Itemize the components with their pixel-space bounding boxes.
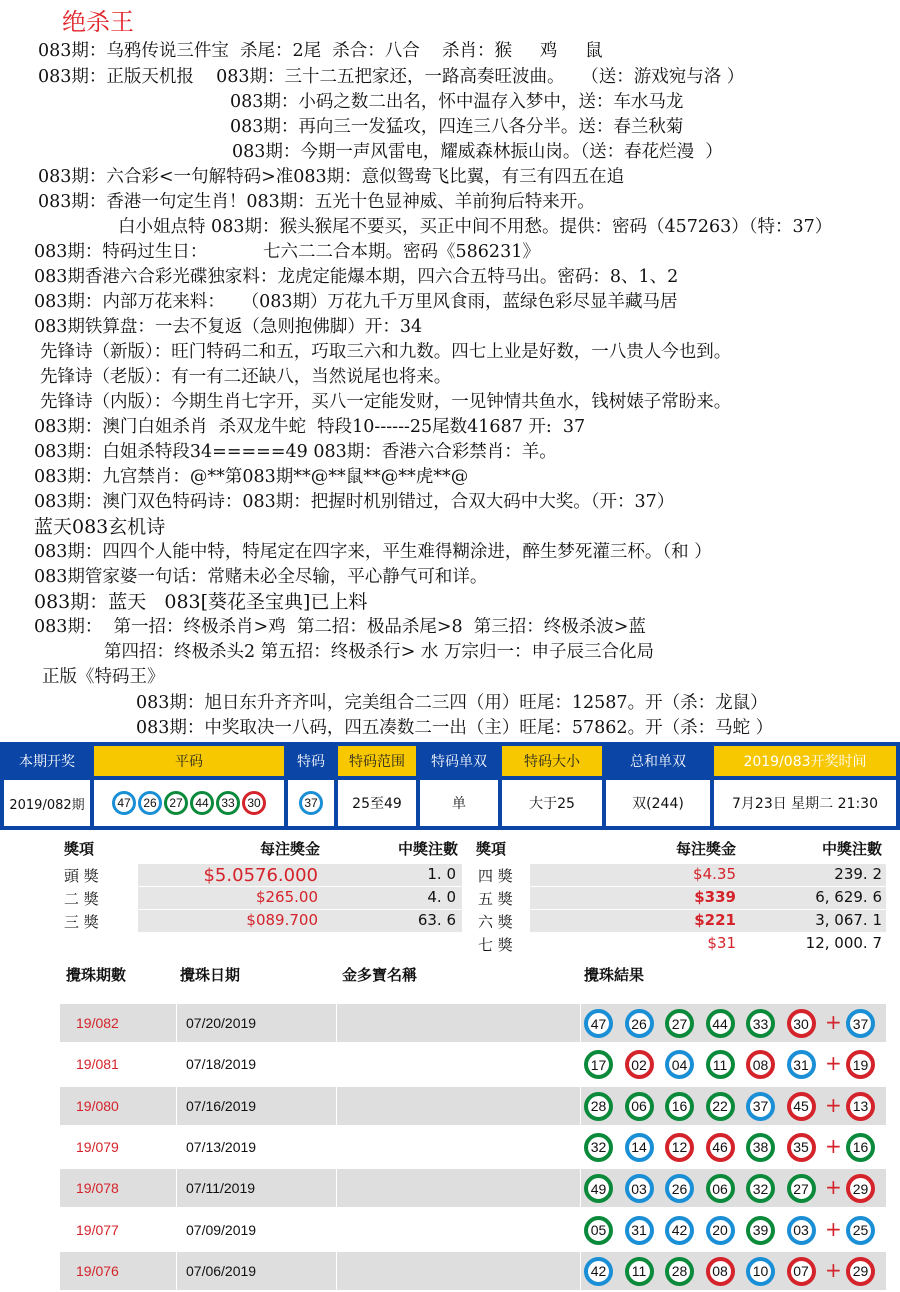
history-row (60, 1045, 886, 1083)
history-row (60, 1087, 886, 1125)
result-ball: 44 (706, 1009, 735, 1038)
text-line: 083期：澳门白姐杀肖 杀双龙牛蛇 特段10------25尾数41687 开: 37 (34, 417, 586, 437)
history-period: 19/078 (76, 1180, 119, 1197)
column-divider (176, 1211, 177, 1249)
result-ball: 31 (787, 1050, 816, 1079)
history-period: 19/079 (76, 1138, 119, 1155)
column-divider (176, 1045, 177, 1083)
column-divider (580, 1128, 581, 1166)
prize-header: 獎項 (476, 840, 507, 858)
text-line: 083期：旭日东升齐齐叫，完美组合二三四（用）旺尾：12587。开（杀：龙鼠） (136, 693, 768, 713)
prize-count: 12, 000. 7 (805, 934, 882, 952)
special-result-ball: 37 (846, 1009, 875, 1038)
prize-amount: $221 (694, 911, 736, 929)
result-ball: 11 (706, 1050, 735, 1079)
result-ball: 08 (746, 1050, 775, 1079)
text-line: 083期： 第一招：终极杀肖>鸡 第二招：极品杀尾>8 第三招：终极杀波>蓝 (34, 617, 646, 637)
text-line: 083期：澳门双色特码诗：083期：把握时机别错过，合双大码中大奖。（开：37） (34, 492, 675, 512)
result-ball: 45 (787, 1092, 816, 1121)
history-period: 19/081 (76, 1056, 119, 1073)
prize-amount: $265.00 (255, 888, 318, 906)
prize-name: 二 獎 (64, 890, 99, 908)
text-line: 083期香港六合彩光碟独家料：龙虎定能爆本期，四六合五特马出。密码：8、1、2 (34, 267, 679, 287)
lottery-ball: 26 (138, 791, 162, 815)
text-line: 正版《特码王》 (42, 667, 165, 687)
special-result-ball: 29 (846, 1174, 875, 1203)
text-line: 蓝天083玄机诗 (34, 516, 166, 538)
plus-sign: + (825, 1092, 842, 1117)
header-special-size: 特码大小 (502, 746, 602, 776)
text-line: 083期：九宫禁肖：@**第083期**@**鼠**@**虎**@ (34, 467, 469, 487)
header-special-number: 特码 (288, 746, 334, 776)
lottery-ball: 27 (164, 791, 188, 815)
result-ball: 47 (584, 1009, 613, 1038)
prize-header: 獎項 (64, 840, 95, 858)
history-date: 07/11/2019 (186, 1180, 256, 1197)
prize-name: 六 獎 (478, 913, 513, 931)
column-divider (176, 1004, 177, 1042)
column-divider (336, 1252, 337, 1290)
column-divider (580, 1252, 581, 1290)
prize-name: 五 獎 (478, 890, 513, 908)
plus-sign: + (825, 1216, 842, 1241)
sum-odd-even: 双(244) (606, 780, 710, 826)
result-ball: 49 (584, 1174, 613, 1203)
column-divider (580, 1211, 581, 1249)
history-date: 07/20/2019 (186, 1015, 257, 1031)
text-line: 白小姐点特 083期：猴头猴尾不要买，买正中间不用愁。提供：密码（457263）（特：37） (118, 217, 833, 237)
result-ball: 37 (746, 1092, 775, 1121)
prize-header: 中獎注數 (821, 840, 882, 858)
lottery-ball: 47 (112, 791, 136, 815)
text-line: 083期：六合彩<一句解特码>准083期：意似鸳鸯飞比翼，有三有四五在追 (38, 167, 625, 187)
special-odd-even: 单 (420, 780, 498, 826)
text-line: 先锋诗（新版）：旺门特码二和五，巧取三六和九数。四七上业是好数，一八贵人今也到。 (40, 342, 732, 362)
text-line: 先锋诗（老版）：有一有二还缺八，当然说尾也将来。 (40, 367, 452, 387)
text-line: 先锋诗（内版）：今期生肖七字开，买八一定能发财，一见钟情共鱼水，钱树婊子常盼来。 (40, 392, 732, 412)
page-title: 绝杀王 (62, 8, 134, 36)
prize-header: 每注獎金 (259, 840, 320, 858)
result-ball: 35 (787, 1133, 816, 1162)
plus-sign: + (825, 1133, 842, 1158)
next-draw-time: 7月23日 星期二 21:30 (714, 780, 896, 826)
header-regular-numbers: 平码 (94, 746, 284, 776)
result-ball: 28 (665, 1257, 694, 1286)
header-special-odd-even: 特码单双 (420, 746, 498, 776)
lottery-ball: 30 (242, 791, 266, 815)
result-ball: 06 (625, 1092, 654, 1121)
special-result-ball: 25 (846, 1216, 875, 1245)
result-ball: 17 (584, 1050, 613, 1079)
prize-amount: $4.35 (693, 865, 736, 883)
history-row (60, 1252, 886, 1290)
text-line: 第四招：终极杀头2 第五招：终极杀行> 水 万宗归一：申子辰三合化局 (104, 642, 654, 662)
text-line: 083期：内部万花来料： （083期）万花九千万里风食雨，蓝绿色彩尽显羊藏马居 (34, 292, 678, 312)
history-row (60, 1004, 886, 1042)
header-next-draw-time: 2019/083开奖时间 (714, 746, 896, 776)
column-divider (580, 1169, 581, 1207)
header-special-range: 特码范围 (338, 746, 416, 776)
prize-amount: $5.0576.000 (203, 865, 318, 886)
column-divider (580, 1045, 581, 1083)
plus-sign: + (825, 1051, 842, 1076)
column-divider (176, 1128, 177, 1166)
result-ball: 20 (706, 1216, 735, 1245)
result-ball: 08 (706, 1257, 735, 1286)
result-ball: 03 (625, 1174, 654, 1203)
result-ball: 07 (787, 1257, 816, 1286)
text-line: 083期：香港一句定生肖！083期：五光十色显神威、羊前狗后特来开。 (38, 192, 595, 212)
special-result-ball: 16 (846, 1133, 875, 1162)
prize-amount: $089.700 (246, 911, 318, 929)
text-line: 083期：小码之数二出名，怀中温存入梦中，送：车水马龙 (230, 92, 684, 112)
column-divider (336, 1128, 337, 1166)
column-divider (176, 1169, 177, 1207)
special-result-ball: 29 (846, 1257, 875, 1286)
result-ball: 10 (746, 1257, 775, 1286)
result-ball: 32 (746, 1174, 775, 1203)
text-line: 083期：再向三一发猛攻，四连三八各分半。送：春兰秋菊 (230, 117, 684, 137)
result-ball: 46 (706, 1133, 735, 1162)
result-ball: 27 (787, 1174, 816, 1203)
lottery-ball: 44 (190, 791, 214, 815)
result-ball: 14 (625, 1133, 654, 1162)
text-line: 083期：中奖取决一八码，四五凑数二一出（主）旺尾：57862。开（杀：马蛇 ） (136, 718, 774, 738)
history-header-date: 攪珠日期 (180, 966, 241, 984)
special-result-ball: 19 (846, 1050, 875, 1079)
prize-name: 七 獎 (478, 936, 513, 954)
column-divider (336, 1004, 337, 1042)
history-period: 19/080 (76, 1097, 119, 1114)
draw-period: 2019/082期 (4, 780, 90, 826)
prize-header: 中獎注數 (397, 840, 458, 858)
plus-sign: + (825, 1010, 842, 1034)
history-row (60, 1169, 886, 1207)
plus-sign: + (825, 1257, 842, 1282)
result-ball: 32 (584, 1133, 613, 1162)
text-line: 083期：特码过生日： 七六二二合本期。密码《586231》 (34, 242, 540, 262)
column-divider (336, 1045, 337, 1083)
prize-count: 6, 629. 6 (815, 888, 882, 906)
result-ball: 30 (787, 1009, 816, 1038)
regular-numbers (94, 780, 284, 826)
text-line: 083期铁算盘：一去不复返（急则抱佛脚）开：34 (34, 317, 423, 337)
draw-result-table (0, 742, 900, 830)
column-divider (336, 1169, 337, 1207)
result-ball: 06 (706, 1174, 735, 1203)
history-date: 07/09/2019 (186, 1221, 257, 1238)
special-size: 大于25 (502, 780, 602, 826)
header-current-draw: 本期开奖 (4, 746, 90, 776)
prize-count: 239. 2 (834, 865, 882, 883)
prize-amount: $339 (694, 888, 736, 906)
history-date: 07/16/2019 (186, 1097, 257, 1114)
result-ball: 27 (665, 1009, 694, 1038)
result-ball: 11 (625, 1257, 654, 1286)
prize-count: 4. 0 (427, 888, 456, 906)
history-row (60, 1211, 886, 1249)
result-ball: 42 (584, 1257, 613, 1286)
prize-name: 頭 獎 (64, 867, 99, 885)
result-ball: 22 (706, 1092, 735, 1121)
prize-amount: $31 (707, 934, 736, 952)
text-line: 083期：乌鸦传说三件宝 杀尾：2尾 杀合：八合 杀肖：猴 鸡 鼠 (38, 41, 603, 61)
special-number (288, 780, 334, 826)
result-ball: 42 (665, 1216, 694, 1245)
history-period: 19/076 (76, 1262, 119, 1279)
prize-count: 3, 067. 1 (815, 911, 882, 929)
special-result-ball: 13 (846, 1092, 875, 1121)
history-row (60, 1128, 886, 1166)
column-divider (176, 1252, 177, 1290)
history-header-period: 攪珠期數 (66, 966, 127, 984)
result-ball: 04 (665, 1050, 694, 1079)
history-header-result: 攪珠結果 (584, 966, 645, 984)
history-date: 07/06/2019 (186, 1262, 257, 1279)
lottery-ball: 37 (299, 791, 323, 815)
result-ball: 02 (625, 1050, 654, 1079)
result-ball: 31 (625, 1216, 654, 1245)
header-sum-odd-even: 总和单双 (606, 746, 710, 776)
result-ball: 28 (584, 1092, 613, 1121)
prize-name: 三 獎 (64, 913, 99, 931)
special-range: 25至49 (338, 780, 416, 826)
result-ball: 38 (746, 1133, 775, 1162)
text-line: 083期：正版天机报 083期：三十二五把家还，一路高奏旺波曲。 （送：游戏宛与洛 ） (38, 67, 745, 87)
text-line: 083期：四四个人能中特，特尾定在四字来，平生难得糊涂进，醉生梦死灌三杯。（和 ） (34, 542, 712, 562)
result-ball: 16 (665, 1092, 694, 1121)
history-period: 19/082 (76, 1015, 119, 1031)
history-date: 07/18/2019 (186, 1056, 257, 1073)
result-ball: 39 (746, 1216, 775, 1245)
column-divider (580, 1004, 581, 1042)
history-header-name: 金多寶名稱 (342, 966, 418, 984)
result-ball: 12 (665, 1133, 694, 1162)
text-line: 083期管家婆一句话：常赌未必全尽输，平心静气可和详。 (34, 567, 488, 587)
text-line: 083期：今期一声风雷电，耀威森林振山岗。（送：春花烂漫 ） (232, 142, 723, 162)
lottery-ball: 33 (216, 791, 240, 815)
text-line: 083期：蓝天 083[葵花圣宝典]已上料 (34, 591, 368, 613)
column-divider (336, 1211, 337, 1249)
prize-count: 1. 0 (427, 865, 456, 883)
result-ball: 26 (665, 1174, 694, 1203)
plus-sign: + (825, 1175, 842, 1200)
text-line: 083期：白姐杀特段34=====49 083期：香港六合彩禁肖：羊。 (34, 442, 557, 462)
prize-header: 每注獎金 (675, 840, 736, 858)
history-date: 07/13/2019 (186, 1138, 257, 1155)
result-ball: 33 (746, 1009, 775, 1038)
result-ball: 05 (584, 1216, 613, 1245)
prize-count: 63. 6 (417, 911, 456, 929)
column-divider (580, 1087, 581, 1125)
history-period: 19/077 (76, 1221, 119, 1238)
prize-name: 四 獎 (478, 867, 513, 885)
result-ball: 26 (625, 1009, 654, 1038)
column-divider (336, 1087, 337, 1125)
column-divider (176, 1087, 177, 1125)
result-ball: 03 (787, 1216, 816, 1245)
